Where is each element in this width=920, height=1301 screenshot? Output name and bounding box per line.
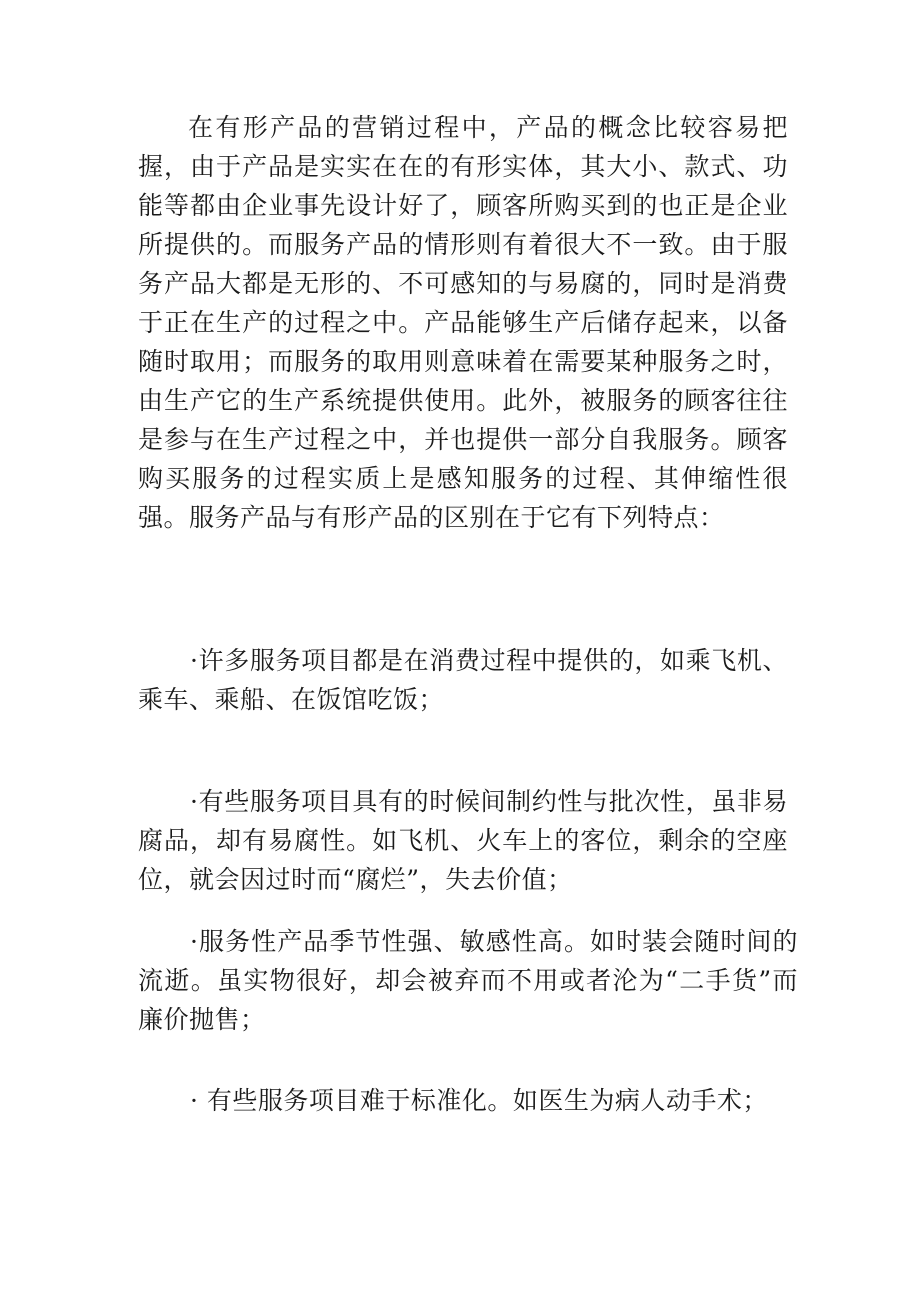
intro-paragraph: 在有形产品的营销过程中，产品的概念比较容易把握，由于产品是实实在在的有形实体，其大小、款式、功能等都由企业事先设计好了，顾客所购买到的也正是企业所提供的。而服务产品的情形则有着很大不一致。由于服务产品大都是无形的、不可感知的与易腐的，同时是消费于正在生产的过程之中。产品能够生产后储存起来，以备随时取用；而服务的取用则意味着在需要某种服务之时，由生产它的生产系统提供使用。此外，被服务的顾客往往是参与在生产过程之中，并也提供一部分自我服务。顾客购买服务的过程实质上是感知服务的过程、其伸缩性很强。服务产品与有形产品的区别在于它有下列特点： [138,113,788,532]
bullet-item-standardization: · 有些服务项目难于标准化。如医生为病人动手术； [190,1086,768,1115]
bullet-item-consumption: ·许多服务项目都是在消费过程中提供的，如乘飞机、乘车、乘船、在饭馆吃饭； [138,646,788,714]
bullet-item-seasonality: ·服务性产品季节性强、敏感性高。如时装会随时间的流逝。虽实物很好，却会被弃而不用或者沦为“二手货”而廉价抛售； [138,927,798,1034]
bullet-item-perishability: ·有些服务项目具有的时候间制约性与批次性，虽非易腐品，却有易腐性。如飞机、火车上的客位，剩余的空座位，就会因过时而“腐烂”，失去价值； [138,787,788,894]
